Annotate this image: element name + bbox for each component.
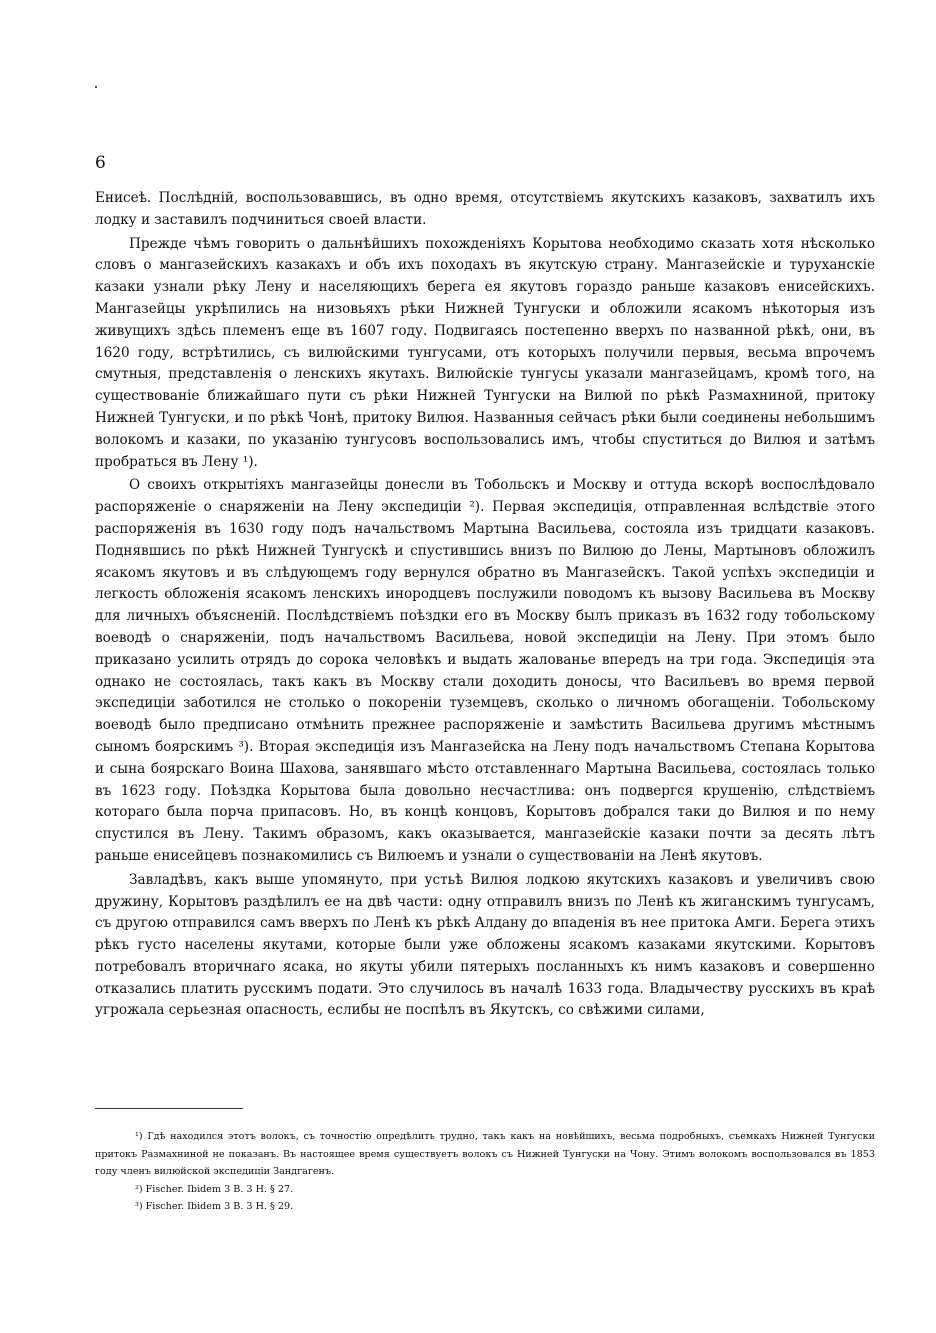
footnote-separator: [95, 1108, 243, 1109]
footnote: ²) Fischer. Ibidem 3 B. 3 H. § 27.: [135, 1183, 294, 1195]
paragraph: Прежде чѣмъ говорить о дальнѣйшихъ похожденіяхъ Корытова необходимо сказать хотя нѣсколько словъ о мангазейскихъ казакахъ и объ ихъ походахъ въ якутскую страну. Мангазейскіе и туруханскіе казаки узнали рѣку Лену и населяющихъ берега ея якутовъ гораздо раньше казаковъ енисейскихъ. Мангазейцы укрѣпились на низовьяхъ рѣки Нижней Тунгуски и обложили ясакомъ нѣкоторыя изъ живущихъ здѣсь племенъ еще въ 1607 году. Подвигаясь постепенно вверхъ по названной рѣкѣ, они, въ 1620 году, встрѣтились, съ вилюйскими тунгусами, отъ которыхъ получили первыя, весьма впрочемъ смутныя, представленія о ленскихъ якутахъ. Вилюйскіе тунгусы указали мангазейцамъ, кромѣ того, на существованіе ближайшаго пути съ рѣки Нижней Тунгуски на Вилюй по рѣкѣ Размахниной, притоку Нижней Тунгуски, и по рѣкѣ Чонѣ, притоку Вилюя. Названныя сейчасъ рѣки были соединены небольшимъ волокомъ и казаки, по указанію тунгусовъ воспользовались имъ, чтобы спуститься до Вилюя и затѣмъ пробраться въ Лену ¹).: [95, 235, 875, 470]
main-text: [95, 188, 875, 1024]
scan-speck: [95, 86, 97, 88]
paragraph: Завладѣвъ, какъ выше упомянуто, при устьѣ Вилюя лодкою якутскихъ казаковъ и увеличивъ свою дружину, Корытовъ раздѣлилъ ее на двѣ части: одну отправилъ внизъ по Ленѣ къ жиганскимъ тунгусамъ, съ другою отправился самъ вверхъ по Ленѣ къ рѣкѣ Алдану до впаденія въ нее притока Амги. Берега этихъ рѣкъ густо населены якутами, которые были уже обложены ясакомъ казаками якутскими. Корытовъ потребовалъ вторичнаго ясака, но якуты убили пятерыхъ посланныхъ къ нимъ казаковъ и совершенно отказались платить русскимъ подати. Это случилось въ началѣ 1633 года. Владычеству русскихъ въ краѣ угрожала серьезная опасность, еслибы не поспѣлъ въ Якутскъ, со свѣжими силами,: [95, 871, 875, 1019]
paragraph: О своихъ открытіяхъ мангазейцы донесли въ Тобольскъ и Москву и оттуда вскорѣ воспослѣдовало распоряженіе о снаряженіи на Лену экспедиціи ²). Первая экспедиція, отправленная вслѣдствіе этого распоряженія въ 1630 году подъ начальствомъ Мартына Васильева, состояла изъ тридцати казаковъ. Поднявшись по рѣкѣ Нижней Тунгускѣ и спустившись внизъ по Вилюю до Лены, Мартыновъ обложилъ ясакомъ якутовъ и въ слѣдующемъ году вернулся обратно въ Мангазейскъ. Такой успѣхъ экспедиціи и легкость обложенія ясакомъ ленскихъ инородцевъ послужили поводомъ къ вызову Васильева въ Москву для личныхъ объясненій. Послѣдствіемъ поѣздки его въ Москву былъ приказъ въ 1632 году тобольскому воеводѣ о снаряженіи, подъ начальствомъ Васильева, новой экспедиціи на Лену. При этомъ было приказано усилить отрядъ до сорока человѣкъ и выдать жалованье впередъ на три года. Экспедиція эта однако не состоялась, такъ какъ въ Москву стали доходить доносы, что Васильевъ во время первой экспедиціи заботился не столько о покореніи туземцевъ, сколько о личномъ обогащеніи. Тобольскому воеводѣ было предписано отмѣнить прежнее распоряженіе и замѣстить Васильева другимъ мѣстнымъ сыномъ боярскимъ ³). Вторая экспедиція изъ Мангазейска на Лену подъ начальствомъ Степана Корытова и сына боярскаго Воина Шахова, занявшаго мѣсто отставленнаго Мартына Васильева, состоялась только въ 1623 году. Поѣздка Корытова была довольно несчастлива: онъ подвергся крушенію, слѣдствіемъ котораго была порча припасовъ. Но, въ концѣ концовъ, Корытовъ добрался таки до Вилюя и по нему спустился въ Лену. Такимъ образомъ, какъ оказывается, мангазейскіе казаки почти за десять лѣтъ раньше енисейцевъ познакомились съ Вилюемъ и узнали о существованіи на Ленѣ якутовъ.: [95, 477, 875, 864]
paragraph: Енисеѣ. Послѣдній, воспользовавшись, въ одно время, отсутствіемъ якутскихъ казаковъ, захватилъ ихъ лодку и заставилъ подчиниться своей власти.: [95, 190, 875, 228]
footnotes: [95, 1128, 875, 1216]
footnote: ¹) Гдѣ находился этотъ волокъ, съ точностію опредѣлить трудно, такъ какъ на новѣйшихъ, весьма подробныхъ, съемкахъ Нижней Тунгуски притокъ Размахниной не показанъ. Въ настоящее время существуетъ волокъ съ Нижней Тунгуски на Чону. Этимъ волокомъ воспользовался въ 1853 году членъ вилюйской экспедиціи Зандгагенъ.: [95, 1131, 875, 1177]
page-number: 6: [95, 153, 106, 173]
footnote: ³) Fischer. Ibidem 3 B. 3 H. § 29.: [135, 1201, 294, 1212]
